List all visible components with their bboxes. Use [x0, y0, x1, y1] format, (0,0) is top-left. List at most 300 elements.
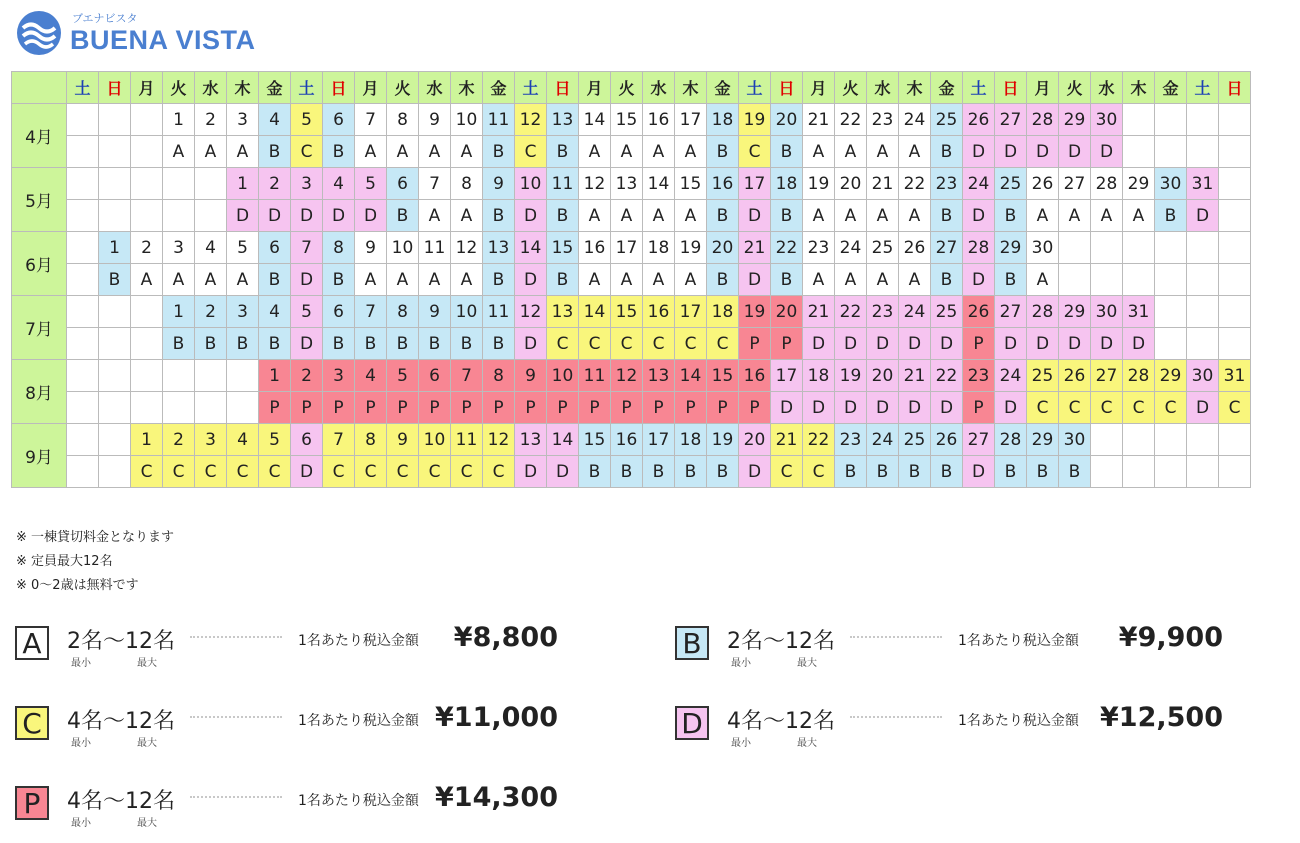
date-cell: 23 [931, 168, 963, 200]
rate-cell: P [771, 328, 803, 360]
rate-cell: D [355, 200, 387, 232]
date-row [12, 232, 1251, 264]
rate-cell: A [1091, 200, 1123, 232]
weekday-header: 月 [803, 72, 835, 104]
rate-cell: A [451, 264, 483, 296]
date-cell: 9 [419, 104, 451, 136]
empty-cell [1091, 232, 1123, 264]
rate-cell: B [675, 456, 707, 488]
empty-cell [99, 456, 131, 488]
rate-cell: C [643, 328, 675, 360]
empty-cell [1123, 264, 1155, 296]
date-cell: 2 [131, 232, 163, 264]
rate-item-p [15, 782, 558, 829]
empty-cell [1219, 424, 1251, 456]
rate-cell: D [995, 328, 1027, 360]
rate-cell: D [899, 328, 931, 360]
rate-cell: B [99, 264, 131, 296]
date-cell: 21 [803, 104, 835, 136]
empty-cell [1091, 424, 1123, 456]
date-cell: 3 [323, 360, 355, 392]
rate-cell: B [771, 136, 803, 168]
date-cell: 14 [579, 104, 611, 136]
rate-cell: D [771, 392, 803, 424]
rate-cell: B [771, 264, 803, 296]
weekday-header: 水 [643, 72, 675, 104]
rate-cell: A [675, 264, 707, 296]
rate-cell: B [323, 328, 355, 360]
rate-cell: C [259, 456, 291, 488]
empty-cell [1155, 104, 1187, 136]
empty-cell [131, 104, 163, 136]
rate-range: 4名〜12名 [67, 789, 175, 814]
rate-cell: B [643, 456, 675, 488]
empty-cell [1155, 424, 1187, 456]
rate-cell: D [963, 264, 995, 296]
rate-cell: D [995, 136, 1027, 168]
month-label: 9月 [12, 424, 67, 488]
date-cell: 22 [835, 296, 867, 328]
rate-badge: C [15, 706, 49, 740]
date-cell: 12 [515, 104, 547, 136]
empty-cell [67, 200, 99, 232]
rate-range: 2名〜12名 [67, 629, 175, 654]
rate-cell: B [163, 328, 195, 360]
date-cell: 20 [707, 232, 739, 264]
date-cell: 20 [771, 104, 803, 136]
date-cell: 23 [963, 360, 995, 392]
date-cell: 25 [899, 424, 931, 456]
dot-leader [190, 716, 282, 718]
empty-cell [1059, 264, 1091, 296]
date-cell: 12 [515, 296, 547, 328]
rate-cell: B [611, 456, 643, 488]
date-cell: 7 [323, 424, 355, 456]
min-label: 最小 [71, 658, 91, 669]
empty-cell [1155, 296, 1187, 328]
empty-cell [1219, 200, 1251, 232]
date-cell: 19 [739, 296, 771, 328]
rate-cell: A [675, 136, 707, 168]
min-label: 最小 [71, 738, 91, 749]
max-label: 最大 [797, 738, 817, 749]
weekday-header: 木 [227, 72, 259, 104]
date-cell: 25 [1027, 360, 1059, 392]
empty-cell [99, 200, 131, 232]
date-cell: 17 [675, 296, 707, 328]
weekday-header: 金 [483, 72, 515, 104]
rate-cell: D [963, 456, 995, 488]
date-cell: 22 [899, 168, 931, 200]
rate-badge: D [675, 706, 709, 740]
date-cell: 7 [291, 232, 323, 264]
empty-cell [131, 392, 163, 424]
rate-cell: D [291, 264, 323, 296]
empty-cell [99, 168, 131, 200]
date-cell: 22 [803, 424, 835, 456]
date-cell: 14 [643, 168, 675, 200]
empty-cell [131, 136, 163, 168]
weekday-header: 月 [579, 72, 611, 104]
date-cell: 11 [451, 424, 483, 456]
price: ¥8,800 [453, 622, 558, 653]
rate-cell: B [387, 328, 419, 360]
date-cell: 12 [451, 232, 483, 264]
date-cell: 5 [227, 232, 259, 264]
date-cell: 5 [291, 104, 323, 136]
empty-cell [67, 424, 99, 456]
empty-cell [67, 104, 99, 136]
weekday-header: 月 [131, 72, 163, 104]
empty-cell [1123, 456, 1155, 488]
date-cell: 30 [1091, 296, 1123, 328]
date-cell: 27 [995, 104, 1027, 136]
rate-cell: B [899, 456, 931, 488]
date-cell: 26 [963, 104, 995, 136]
date-cell: 14 [547, 424, 579, 456]
logo-kana: ブエナビスタ [72, 11, 138, 25]
empty-cell [163, 200, 195, 232]
date-cell: 4 [195, 232, 227, 264]
date-cell: 1 [227, 168, 259, 200]
rate-cell: D [515, 456, 547, 488]
rate-cell: A [227, 136, 259, 168]
rate-cell: B [579, 456, 611, 488]
rate-cell: D [739, 200, 771, 232]
rate-cell: D [867, 328, 899, 360]
date-cell: 14 [579, 296, 611, 328]
rate-cell: D [515, 264, 547, 296]
rate-cell: A [1059, 200, 1091, 232]
empty-cell [67, 456, 99, 488]
weekday-header: 日 [771, 72, 803, 104]
date-cell: 31 [1219, 360, 1251, 392]
rate-cell: D [931, 392, 963, 424]
rate-cell: C [1219, 392, 1251, 424]
date-cell: 24 [835, 232, 867, 264]
date-cell: 3 [195, 424, 227, 456]
weekday-header: 金 [707, 72, 739, 104]
rate-range: 2名〜12名 [727, 629, 835, 654]
rate-cell: C [707, 328, 739, 360]
empty-cell [1187, 456, 1219, 488]
rate-cell: D [291, 200, 323, 232]
date-cell: 6 [259, 232, 291, 264]
price: ¥12,500 [1100, 702, 1223, 733]
rate-cell: D [931, 328, 963, 360]
empty-cell [67, 392, 99, 424]
date-cell: 2 [195, 296, 227, 328]
rate-cell: B [451, 328, 483, 360]
date-cell: 28 [963, 232, 995, 264]
empty-cell [99, 392, 131, 424]
date-cell: 11 [483, 104, 515, 136]
date-cell: 19 [835, 360, 867, 392]
date-cell: 3 [227, 104, 259, 136]
rate-row [12, 264, 1251, 296]
date-cell: 16 [579, 232, 611, 264]
rate-cell: D [1027, 328, 1059, 360]
max-label: 最大 [137, 738, 157, 749]
dot-leader [190, 796, 282, 798]
header-corner [12, 72, 67, 104]
empty-cell [1155, 456, 1187, 488]
date-cell: 11 [547, 168, 579, 200]
rate-cell: A [803, 264, 835, 296]
date-cell: 28 [1027, 104, 1059, 136]
rate-cell: D [835, 328, 867, 360]
weekday-header: 日 [1219, 72, 1251, 104]
rate-cell: C [451, 456, 483, 488]
date-cell: 20 [835, 168, 867, 200]
date-cell: 24 [899, 104, 931, 136]
rate-cell: C [579, 328, 611, 360]
rate-cell: D [803, 392, 835, 424]
date-cell: 23 [803, 232, 835, 264]
rate-cell: D [835, 392, 867, 424]
date-cell: 23 [867, 296, 899, 328]
date-cell: 25 [931, 104, 963, 136]
date-cell: 10 [515, 168, 547, 200]
rate-cell: D [259, 200, 291, 232]
weekday-header: 木 [1123, 72, 1155, 104]
rate-cell: C [291, 136, 323, 168]
date-cell: 10 [419, 424, 451, 456]
empty-cell [67, 360, 99, 392]
weekday-header: 水 [195, 72, 227, 104]
rate-cell: P [963, 392, 995, 424]
note: ※ 定員最大12名 [16, 554, 113, 569]
weekday-header: 火 [1059, 72, 1091, 104]
rate-calendar [11, 71, 1251, 488]
date-cell: 15 [707, 360, 739, 392]
date-cell: 16 [643, 104, 675, 136]
date-cell: 8 [387, 296, 419, 328]
empty-cell [131, 328, 163, 360]
rate-cell: C [675, 328, 707, 360]
date-cell: 17 [675, 104, 707, 136]
rate-cell: D [899, 392, 931, 424]
date-cell: 3 [163, 232, 195, 264]
rate-cell: B [931, 456, 963, 488]
rate-cell: P [963, 328, 995, 360]
date-cell: 7 [419, 168, 451, 200]
date-cell: 13 [483, 232, 515, 264]
rate-cell: D [963, 200, 995, 232]
date-cell: 13 [547, 104, 579, 136]
rate-cell: C [611, 328, 643, 360]
date-cell: 12 [579, 168, 611, 200]
empty-cell [1219, 232, 1251, 264]
rate-cell: A [227, 264, 259, 296]
rate-cell: C [163, 456, 195, 488]
rate-cell: A [643, 136, 675, 168]
date-cell: 2 [163, 424, 195, 456]
date-cell: 14 [515, 232, 547, 264]
rate-cell: C [195, 456, 227, 488]
rate-cell: B [707, 200, 739, 232]
rate-cell: D [291, 328, 323, 360]
date-cell: 29 [995, 232, 1027, 264]
rate-cell: B [931, 200, 963, 232]
date-cell: 30 [1091, 104, 1123, 136]
date-cell: 25 [995, 168, 1027, 200]
rate-cell: B [1027, 456, 1059, 488]
rate-item-d [675, 702, 1223, 749]
date-cell: 15 [579, 424, 611, 456]
dot-leader [850, 716, 942, 718]
date-cell: 16 [643, 296, 675, 328]
rate-cell: A [867, 264, 899, 296]
rate-cell: P [739, 328, 771, 360]
date-cell: 9 [387, 424, 419, 456]
date-cell: 20 [739, 424, 771, 456]
date-cell: 24 [867, 424, 899, 456]
empty-cell [1155, 232, 1187, 264]
rate-cell: C [227, 456, 259, 488]
rate-cell: C [1027, 392, 1059, 424]
empty-cell [131, 296, 163, 328]
date-cell: 15 [611, 104, 643, 136]
rate-cell: A [1027, 264, 1059, 296]
date-cell: 6 [419, 360, 451, 392]
rate-cell: A [579, 200, 611, 232]
date-cell: 13 [611, 168, 643, 200]
rate-cell: A [803, 136, 835, 168]
rate-row [12, 200, 1251, 232]
empty-cell [131, 168, 163, 200]
rate-cell: P [355, 392, 387, 424]
empty-cell [131, 200, 163, 232]
rate-cell: B [995, 200, 1027, 232]
rate-cell: P [643, 392, 675, 424]
wave-logo-icon [16, 10, 62, 56]
date-cell: 3 [291, 168, 323, 200]
empty-cell [227, 360, 259, 392]
max-label: 最大 [137, 818, 157, 829]
date-cell: 7 [355, 104, 387, 136]
date-cell: 31 [1123, 296, 1155, 328]
date-cell: 9 [515, 360, 547, 392]
weekday-header: 土 [515, 72, 547, 104]
rate-cell: D [515, 200, 547, 232]
rate-row [12, 328, 1251, 360]
date-cell: 18 [771, 168, 803, 200]
empty-cell [1219, 104, 1251, 136]
rate-cell: D [227, 200, 259, 232]
rate-cell: C [387, 456, 419, 488]
rate-cell: C [131, 456, 163, 488]
empty-cell [1059, 232, 1091, 264]
rate-range: 4名〜12名 [727, 709, 835, 734]
rate-cell: A [163, 264, 195, 296]
rate-badge: A [15, 626, 49, 660]
date-cell: 26 [1059, 360, 1091, 392]
rate-cell: P [291, 392, 323, 424]
weekday-header: 土 [963, 72, 995, 104]
rate-cell: B [995, 456, 1027, 488]
rate-cell: C [1123, 392, 1155, 424]
rate-cell: P [739, 392, 771, 424]
rate-cell: A [803, 200, 835, 232]
rate-cell: B [387, 200, 419, 232]
date-cell: 17 [739, 168, 771, 200]
empty-cell [1187, 232, 1219, 264]
rate-cell: C [771, 456, 803, 488]
date-cell: 5 [259, 424, 291, 456]
date-cell: 4 [259, 104, 291, 136]
rate-cell: B [547, 136, 579, 168]
rate-cell: A [899, 200, 931, 232]
date-cell: 21 [867, 168, 899, 200]
empty-cell [1155, 136, 1187, 168]
empty-cell [1091, 456, 1123, 488]
min-label: 最小 [731, 658, 751, 669]
notes [16, 526, 174, 598]
rate-cell: C [739, 136, 771, 168]
weekday-header: 火 [611, 72, 643, 104]
date-cell: 17 [611, 232, 643, 264]
rate-row [12, 392, 1251, 424]
price-label: 1名あたり税込金額 [958, 633, 1079, 649]
date-cell: 20 [771, 296, 803, 328]
empty-cell [1219, 296, 1251, 328]
empty-cell [1155, 328, 1187, 360]
date-cell: 30 [1155, 168, 1187, 200]
date-row [12, 360, 1251, 392]
dot-leader [850, 636, 942, 638]
weekday-header: 木 [675, 72, 707, 104]
date-cell: 6 [323, 104, 355, 136]
date-cell: 11 [483, 296, 515, 328]
rate-cell: P [707, 392, 739, 424]
date-cell: 19 [803, 168, 835, 200]
date-cell: 20 [867, 360, 899, 392]
rate-cell: D [1187, 392, 1219, 424]
date-cell: 25 [867, 232, 899, 264]
rate-cell: A [195, 264, 227, 296]
date-cell: 1 [163, 296, 195, 328]
rate-cell: D [1091, 136, 1123, 168]
date-cell: 18 [675, 424, 707, 456]
weekday-header: 土 [1187, 72, 1219, 104]
date-cell: 4 [355, 360, 387, 392]
empty-cell [1219, 136, 1251, 168]
empty-cell [195, 392, 227, 424]
rate-cell: B [1059, 456, 1091, 488]
weekday-header: 木 [451, 72, 483, 104]
rate-cell: D [1059, 136, 1091, 168]
weekday-header: 日 [547, 72, 579, 104]
date-cell: 26 [1027, 168, 1059, 200]
rate-cell: C [419, 456, 451, 488]
rate-cell: B [931, 136, 963, 168]
date-cell: 29 [1155, 360, 1187, 392]
date-cell: 6 [323, 296, 355, 328]
date-cell: 24 [995, 360, 1027, 392]
rate-cell: A [419, 200, 451, 232]
rate-cell: P [547, 392, 579, 424]
weekday-header: 水 [419, 72, 451, 104]
rate-cell: A [419, 264, 451, 296]
rate-cell: A [451, 136, 483, 168]
rate-cell: B [259, 264, 291, 296]
rate-cell: A [867, 136, 899, 168]
rate-cell: B [707, 264, 739, 296]
weekday-header: 火 [835, 72, 867, 104]
empty-cell [99, 424, 131, 456]
weekday-header: 土 [739, 72, 771, 104]
